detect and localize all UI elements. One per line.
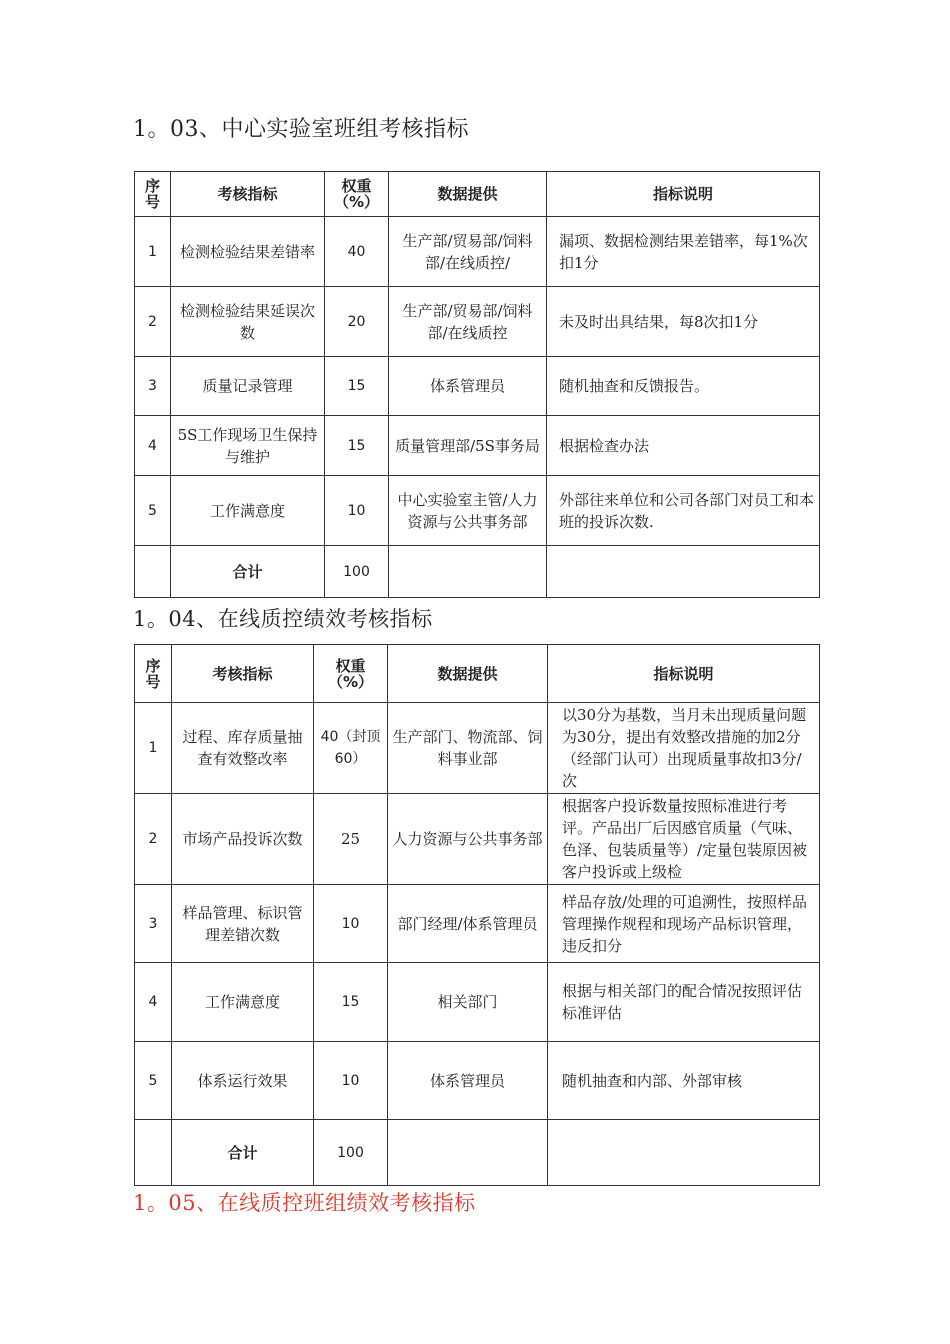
- row-weight: 10: [325, 476, 389, 546]
- row-indicator: 5S工作现场卫生保持与维护: [171, 416, 325, 476]
- online-qc-kpi-table: [134, 644, 820, 1186]
- row-description: 根据检查办法: [547, 416, 820, 476]
- row-description: 根据与相关部门的配合情况按照评估标准评估: [548, 963, 820, 1042]
- row-seq: 2: [135, 287, 171, 357]
- row-indicator: 市场产品投诉次数: [172, 794, 314, 885]
- table-total-row: [135, 1120, 820, 1186]
- row-indicator: 检测检验结果延误次数: [171, 287, 325, 357]
- table-row: [135, 794, 820, 885]
- header-seq: 序号: [135, 645, 172, 703]
- table-row: [135, 287, 820, 357]
- row-provider: 体系管理员: [388, 1042, 548, 1120]
- row-weight: 15: [325, 357, 389, 416]
- header-provider: 数据提供: [388, 645, 548, 703]
- row-weight: 25: [314, 794, 388, 885]
- total-label: 合计: [172, 1120, 314, 1186]
- row-description: 未及时出具结果，每8次扣1分: [547, 287, 820, 357]
- total-value: 100: [314, 1120, 388, 1186]
- row-indicator: 工作满意度: [172, 963, 314, 1042]
- total-label: 合计: [171, 546, 325, 598]
- row-indicator: 质量记录管理: [171, 357, 325, 416]
- table-row: [135, 885, 820, 963]
- row-provider: 相关部门: [388, 963, 548, 1042]
- section-2-title: 1。04、在线质控绩效考核指标: [133, 607, 433, 631]
- table-row: [135, 416, 820, 476]
- row-provider: 生产部门、物流部、饲料事业部: [388, 703, 548, 794]
- total-value: 100: [325, 546, 389, 598]
- table-total-row: [135, 546, 820, 598]
- header-weight: 权重（%）: [325, 172, 389, 217]
- row-provider: 部门经理/体系管理员: [388, 885, 548, 963]
- total-seq-empty: [135, 546, 171, 598]
- table-row: [135, 357, 820, 416]
- header-indicator: 考核指标: [172, 645, 314, 703]
- row-description: 以30分为基数，当月未出现质量问题为30分，提出有效整改措施的加2分（经部门认可）出现质量事故扣3分/次: [548, 703, 820, 794]
- table-header-row: [135, 172, 820, 217]
- row-seq: 4: [135, 963, 172, 1042]
- row-indicator: 过程、库存质量抽查有效整改率: [172, 703, 314, 794]
- row-weight: 15: [325, 416, 389, 476]
- row-provider: 生产部/贸易部/饲料部/在线质控: [389, 287, 547, 357]
- row-description: 漏项、数据检测结果差错率，每1%次扣1分: [547, 217, 820, 287]
- row-description: 外部往来单位和公司各部门对员工和本班的投诉次数.: [547, 476, 820, 546]
- header-indicator: 考核指标: [171, 172, 325, 217]
- table-row: [135, 217, 820, 287]
- row-description: 样品存放/处理的可追溯性，按照样品管理操作规程和现场产品标识管理，违反扣分: [548, 885, 820, 963]
- row-seq: 5: [135, 476, 171, 546]
- row-provider: 人力资源与公共事务部: [388, 794, 548, 885]
- row-seq: 1: [135, 703, 172, 794]
- row-description: 根据客户投诉数量按照标准进行考评。产品出厂后因感官质量（气味、色泽、包装质量等）/定量包装原因被客户投诉或上级检: [548, 794, 820, 885]
- row-indicator: 检测检验结果差错率: [171, 217, 325, 287]
- total-provider-empty: [388, 1120, 548, 1186]
- row-description: 随机抽查和反馈报告。: [547, 357, 820, 416]
- row-seq: 4: [135, 416, 171, 476]
- row-indicator: 样品管理、标识管理差错次数: [172, 885, 314, 963]
- header-seq: 序号: [135, 172, 171, 217]
- row-weight: 10: [314, 885, 388, 963]
- total-description-empty: [547, 546, 820, 598]
- row-seq: 2: [135, 794, 172, 885]
- total-description-empty: [548, 1120, 820, 1186]
- row-provider: 质量管理部/5S事务局: [389, 416, 547, 476]
- row-weight: 15: [314, 963, 388, 1042]
- section-1-title: 1。03、中心实验室班组考核指标: [133, 117, 469, 142]
- row-provider: 中心实验室主管/人力资源与公共事务部: [389, 476, 547, 546]
- table-row: [135, 476, 820, 546]
- row-weight: 10: [314, 1042, 388, 1120]
- row-seq: 5: [135, 1042, 172, 1120]
- table-row: [135, 703, 820, 794]
- row-weight: 20: [325, 287, 389, 357]
- row-provider: 体系管理员: [389, 357, 547, 416]
- center-lab-kpi-table: [134, 171, 820, 598]
- row-description: 随机抽查和内部、外部审核: [548, 1042, 820, 1120]
- row-seq: 3: [135, 357, 171, 416]
- row-seq: 1: [135, 217, 171, 287]
- header-description: 指标说明: [548, 645, 820, 703]
- table-row: [135, 1042, 820, 1120]
- table-header-row: [135, 645, 820, 703]
- header-weight: 权重（%）: [314, 645, 388, 703]
- total-provider-empty: [389, 546, 547, 598]
- section-3-title: 1。05、在线质控班组绩效考核指标: [133, 1191, 476, 1215]
- row-provider: 生产部/贸易部/饲料部/在线质控/: [389, 217, 547, 287]
- row-weight: 40（封顶60）: [314, 703, 388, 794]
- table-row: [135, 963, 820, 1042]
- row-indicator: 体系运行效果: [172, 1042, 314, 1120]
- row-seq: 3: [135, 885, 172, 963]
- header-description: 指标说明: [547, 172, 820, 217]
- row-weight: 40: [325, 217, 389, 287]
- row-indicator: 工作满意度: [171, 476, 325, 546]
- header-provider: 数据提供: [389, 172, 547, 217]
- total-seq-empty: [135, 1120, 172, 1186]
